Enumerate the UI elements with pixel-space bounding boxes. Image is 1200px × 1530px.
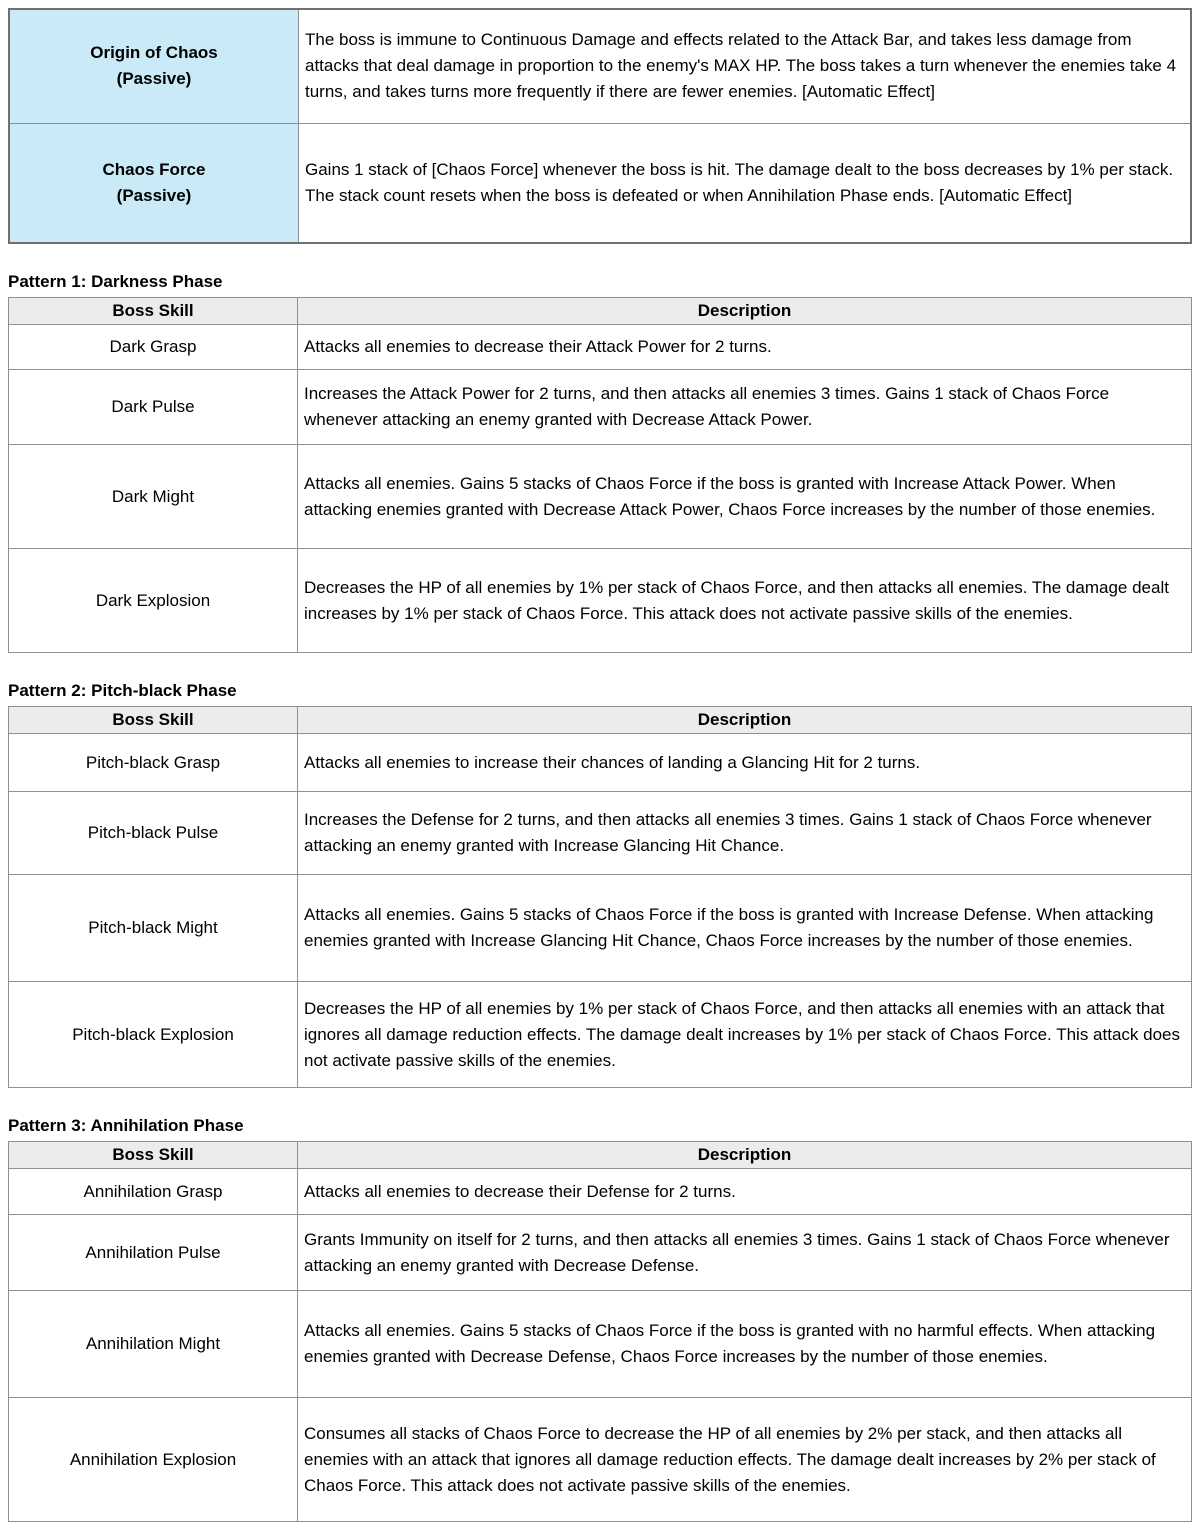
passive-name-cell bbox=[9, 9, 299, 123]
skill-description-cell: Attacks all enemies to increase their chances of landing a Glancing Hit for 2 turns. bbox=[298, 734, 1192, 792]
pattern-2-skill-table bbox=[8, 706, 1192, 1088]
skill-row-dark-grasp bbox=[9, 325, 1192, 370]
pattern-2-section bbox=[8, 681, 1192, 1088]
skill-description-cell: Grants Immunity on itself for 2 turns, and then attacks all enemies 3 times. Gains 1 stack of Chaos Force whenever attacking an enemy granted with Decrease Defense. bbox=[298, 1215, 1192, 1291]
skill-name-cell: Dark Grasp bbox=[9, 325, 298, 370]
pattern-1-section bbox=[8, 272, 1192, 653]
skill-name-cell: Pitch-black Might bbox=[9, 875, 298, 982]
skill-name-cell: Dark Pulse bbox=[9, 370, 298, 445]
column-header-description: Description bbox=[298, 298, 1192, 325]
table-header-row bbox=[9, 298, 1192, 325]
skill-description-cell: Increases the Defense for 2 turns, and then attacks all enemies 3 times. Gains 1 stack of Chaos Force whenever attacking an enemy granted with Increase Glancing Hit Chance. bbox=[298, 792, 1192, 875]
passive-skill-type: (Passive) bbox=[116, 69, 192, 89]
skill-row-dark-pulse bbox=[9, 370, 1192, 445]
pattern-3-skill-table bbox=[8, 1141, 1192, 1522]
table-header-row bbox=[9, 707, 1192, 734]
column-header-description: Description bbox=[298, 1142, 1192, 1169]
skill-row-pitch-black-grasp bbox=[9, 734, 1192, 792]
skill-name-cell: Annihilation Grasp bbox=[9, 1169, 298, 1215]
passive-skill-name: Origin of Chaos bbox=[90, 43, 218, 63]
skill-row-pitch-black-explosion bbox=[9, 982, 1192, 1088]
column-header-description: Description bbox=[298, 707, 1192, 734]
skill-row-annihilation-pulse bbox=[9, 1215, 1192, 1291]
column-header-boss-skill: Boss Skill bbox=[9, 1142, 298, 1169]
passive-row-chaos-force bbox=[9, 123, 1191, 243]
column-header-boss-skill: Boss Skill bbox=[9, 707, 298, 734]
skill-description-cell: Attacks all enemies. Gains 5 stacks of Chaos Force if the boss is granted with no harmful effects. When attacking enemies granted with Decrease Defense, Chaos Force increases by the number of those enemies. bbox=[298, 1291, 1192, 1398]
skill-name-cell: Pitch-black Grasp bbox=[9, 734, 298, 792]
pattern-1-heading: Pattern 1: Darkness Phase bbox=[8, 272, 223, 291]
skill-row-annihilation-might bbox=[9, 1291, 1192, 1398]
skill-description-cell: Attacks all enemies to decrease their Defense for 2 turns. bbox=[298, 1169, 1192, 1215]
skill-name-cell: Annihilation Might bbox=[9, 1291, 298, 1398]
passive-skill-type: (Passive) bbox=[116, 185, 192, 205]
skill-name-cell: Dark Explosion bbox=[9, 549, 298, 653]
passive-row-origin-of-chaos bbox=[9, 9, 1191, 123]
skill-row-annihilation-explosion bbox=[9, 1398, 1192, 1522]
skill-row-pitch-black-pulse bbox=[9, 792, 1192, 875]
skill-name-cell: Pitch-black Pulse bbox=[9, 792, 298, 875]
skill-row-annihilation-grasp bbox=[9, 1169, 1192, 1215]
skill-name-cell: Annihilation Explosion bbox=[9, 1398, 298, 1522]
pattern-3-heading: Pattern 3: Annihilation Phase bbox=[8, 1116, 244, 1135]
skill-description-cell: Decreases the HP of all enemies by 1% per stack of Chaos Force, and then attacks all enemies. The damage dealt increases by 1% per stack of Chaos Force. This attack does not activate passive skills of the enemies. bbox=[298, 549, 1192, 653]
skill-row-dark-might bbox=[9, 445, 1192, 549]
table-header-row bbox=[9, 1142, 1192, 1169]
passive-description-cell: The boss is immune to Continuous Damage and effects related to the Attack Bar, and takes less damage from attacks that deal damage in proportion to the enemy's MAX HP. The boss takes a turn whenever the enemies take 4 turns, and takes turns more frequently if there are fewer enemies. [Automatic Effect] bbox=[299, 9, 1192, 123]
skill-description-cell: Attacks all enemies. Gains 5 stacks of Chaos Force if the boss is granted with Increase Attack Power. When attacking enemies granted with Decrease Attack Power, Chaos Force increases by the number of those enemies. bbox=[298, 445, 1192, 549]
passive-description-cell: Gains 1 stack of [Chaos Force] whenever the boss is hit. The damage dealt to the boss decreases by 1% per stack. The stack count resets when the boss is defeated or when Annihilation Phase ends. [Automatic Effect] bbox=[299, 123, 1192, 243]
passive-name-cell bbox=[9, 123, 299, 243]
pattern-1-skill-table bbox=[8, 297, 1192, 653]
skill-name-cell: Pitch-black Explosion bbox=[9, 982, 298, 1088]
skill-row-pitch-black-might bbox=[9, 875, 1192, 982]
passive-skill-name: Chaos Force bbox=[102, 159, 206, 179]
skill-description-cell: Decreases the HP of all enemies by 1% per stack of Chaos Force, and then attacks all enemies with an attack that ignores all damage reduction effects. The damage dealt increases by 1% per stack of Chaos Force. This attack does not activate passive skills of the enemies. bbox=[298, 982, 1192, 1088]
passive-skills-table bbox=[8, 8, 1192, 244]
skill-name-cell: Annihilation Pulse bbox=[9, 1215, 298, 1291]
skill-name-cell: Dark Might bbox=[9, 445, 298, 549]
skill-row-dark-explosion bbox=[9, 549, 1192, 653]
pattern-3-section bbox=[8, 1116, 1192, 1522]
skill-description-cell: Consumes all stacks of Chaos Force to decrease the HP of all enemies by 2% per stack, and then attacks all enemies with an attack that ignores all damage reduction effects. The damage dealt increases by 2% per stack of Chaos Force. This attack does not activate passive skills of the enemies. bbox=[298, 1398, 1192, 1522]
pattern-2-heading: Pattern 2: Pitch-black Phase bbox=[8, 681, 237, 700]
skill-description-cell: Increases the Attack Power for 2 turns, and then attacks all enemies 3 times. Gains 1 stack of Chaos Force whenever attacking an enemy granted with Decrease Attack Power. bbox=[298, 370, 1192, 445]
skill-description-cell: Attacks all enemies. Gains 5 stacks of Chaos Force if the boss is granted with Increase Defense. When attacking enemies granted with Increase Glancing Hit Chance, Chaos Force increases by the number of those enemies. bbox=[298, 875, 1192, 982]
skill-description-cell: Attacks all enemies to decrease their Attack Power for 2 turns. bbox=[298, 325, 1192, 370]
column-header-boss-skill: Boss Skill bbox=[9, 298, 298, 325]
